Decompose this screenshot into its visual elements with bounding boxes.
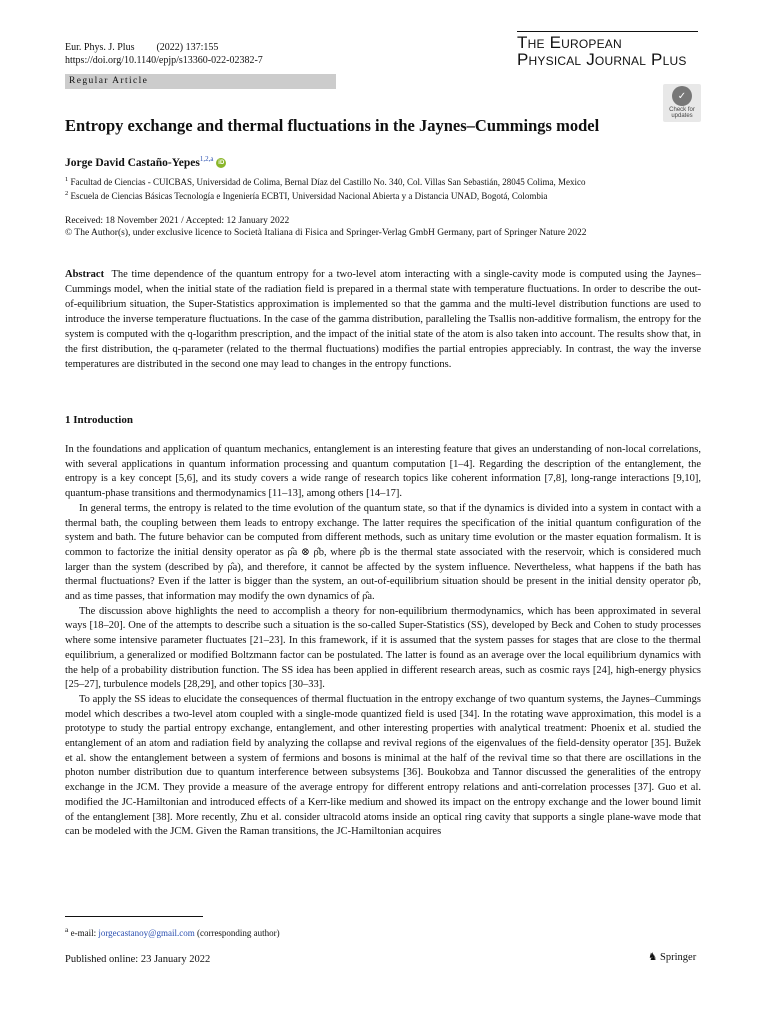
author-line <box>65 155 226 169</box>
orcid-icon[interactable]: iD <box>218 160 225 167</box>
paragraph: In the foundations and application of quantum mechanics, entanglement is an interesting feature that gives an understanding of non-local correlations, with several applications in quantum information processing and quantum computation [1–4]. Regarding the description of the entanglement, the entropy is a key concept [5,6], and its study covers a wide range of research topics like coherent information [7,8], long-range interactions [9,10], quantum-phase transitions and thermodynamics [11–13], among others [14–17]. <box>65 444 701 500</box>
paragraph: To apply the SS ideas to elucidate the consequences of thermal fluctuation in the entropy exchange of two quantum systems, the Jaynes–Cummings model which describes a two-level atom coupled with a single-mode quantized field is used [34]. In the rotating wave approximation, this model is a prototype to study the partial entropy exchange, entanglement, and other interesting properties with analytical treatment: Phoenix et al. studied the entanglement of an atom and radiation field by analyzing the collapse and revival regions of the eigenvalues of the field-density operator [35]. Bužek et al. show the entanglement between a system of fermions and bosons is minimal at the half of the revival time so that there are oscillations in the photon number distribution due to quantum interference between subsystems [36]. Boukobza and Tannor discussed the generalities of the entropy exchange in the JCM. They provide a measure of the average entropy for different entropy relations and anti-correlation processes [37]. Guo et al. modified the JC-Hamiltonian and introduced effects of a Kerr-like medium and showed its impact on the entropy exchange and the lower bound limit of the entanglement [38]. More recently, Zhu et al. consider ultracold atoms inside an optical ring cavity that supports a single plane-wave mode that can be modeled with the JCM. Given the Raman transitions, the JC-Hamiltonian acquires <box>65 693 701 838</box>
doi-link[interactable]: https://doi.org/10.1140/epjp/s13360-022-02382-7 <box>65 55 263 66</box>
paragraph: In general terms, the entropy is related to the time evolution of the quantum state, so that if the dynamics is divided into a system in contact with a thermal bath, the coupling between them leads to entropy exchange. The latter requires the specification of the initial quantum configuration of the system and bath. The future behavior can be computed from different methods, such as unitary time evolution or the master equation formalism. It is common to factorize the initial density operator as ρ̂a ⊗ ρ̂b, where ρ̂b is the thermal state associated with the reservoir, which is considered much larger than the system (described by ρ̂a), and therefore, it cannot be affected by the system influence. Nevertheless, what happens if the bath has thermal fluctuations? Even if the latter is bigger than the system, an out-of-equilibrium situation should be present in the initial density operator ρ̂b, and as time passes, that information may modify the own dynamics of ρ̂a. <box>65 502 701 603</box>
brand-line2: Physical Journal Plus <box>517 50 687 69</box>
paragraph: The discussion above highlights the need to accomplish a theory for non-equilibrium thermodynamics, which has been approximated in several ways [18–20]. One of the attempts to describe such a situation is the so-called Super-Statistics (SS), developed by Beck and Cohen to study processes where some intensive parameter fluctuates [21–23]. In this framework, if it is assumed that the system passes for stages that are close to the thermal equilibrium, a generalized or modified Boltzmann factor can be postulated. The latter is found as an average over the local equilibrium dynamics with the help of a probability distribution function. The SS idea has been applied in different research areas, such as cosmic rays [24], high-energy physics [25–27], turbulence models [28,29], and other topics [30–33]. <box>65 605 701 691</box>
abstract-text: The time dependence of the quantum entropy for a two-level atom interacting with a single-cavity mode is computed using the Jaynes–Cummings model, when the initial state of the radiation field is prepared in a thermal state with temperature fluctuations. In order to describe the out-of-equilibrium situation, the Super-Statistics approximation is implemented so that the gamma and the multi-level distribution functions are used to introduce the inverse temperature fluctuations. In the case of the gamma distribution, paralleling the Tsallis non-additive formalism, the entropy for the system is computed with the q-logarithm prescription, and the impact of the initial state of the atom is also taken into account. The results show that, in the first distribution, the q-parameter (related to the thermal fluctuations) modifies the partial entropies appreciably. In contrast, the way the inverse temperatures are distributed in the second one may lead to changes in the entropy functions. <box>65 269 702 370</box>
affiliations <box>65 174 585 202</box>
author-name: Jorge David Castaño-Yepes <box>65 156 200 169</box>
abstract <box>65 267 701 372</box>
article-type-ribbon: Regular Article <box>65 74 336 89</box>
author-affil-sup[interactable]: 1,2,a <box>199 155 214 163</box>
journal-short: Eur. Phys. J. Plus <box>65 42 135 53</box>
copyright-line: © The Author(s), under exclusive licence to Società Italiana di Fisica and Springer-Verlag GmbH Germany, part of Springer Nature 2022 <box>65 228 587 238</box>
affiliation-1: $^1$ Facultad de Ciencias - CUICBAS, Universidad de Colima, Bernal Díaz del Castillo No. 340, Col. Villas San Sebastián, 28045 Colima, Mexico <box>65 176 586 187</box>
affiliation-2: $^2$ Escuela de Ciencias Básicas Tecnología e Ingeniería ECBTI, Universidad Nacional Abierta y a Distancia UNAD, Bogotá, Colombia <box>65 190 548 201</box>
journal-meta <box>65 41 263 67</box>
abstract-label: Abstract <box>65 269 105 280</box>
received-line: Received: 18 November 2021 / Accepted: 12 January 2022 <box>65 216 290 226</box>
journal-brand <box>517 31 698 68</box>
bookmark-icon: ✓ <box>672 86 692 106</box>
section-heading: 1 Introduction <box>65 414 133 426</box>
check-label: Check for updates <box>669 107 695 119</box>
introduction-body <box>65 443 701 840</box>
email-link[interactable]: jorgecastanoy@gmail.com <box>98 928 195 938</box>
check-for-updates-badge[interactable] <box>663 84 701 122</box>
published-date: Published online: 23 January 2022 <box>65 954 211 965</box>
publisher-logo: ♞ Springer <box>648 952 697 963</box>
footnote: $^a$ e-mail: jorgecastanoy@gmail.com (corresponding author) <box>65 925 280 938</box>
brand-line1: The European <box>517 33 622 52</box>
year-volume: (2022) 137:155 <box>156 42 219 53</box>
footnote-rule <box>65 916 203 917</box>
dates-block <box>65 215 586 239</box>
article-title: Entropy exchange and thermal fluctuations in the Jaynes–Cummings model <box>65 116 600 135</box>
springer-horse-icon: ♞ <box>648 952 658 963</box>
